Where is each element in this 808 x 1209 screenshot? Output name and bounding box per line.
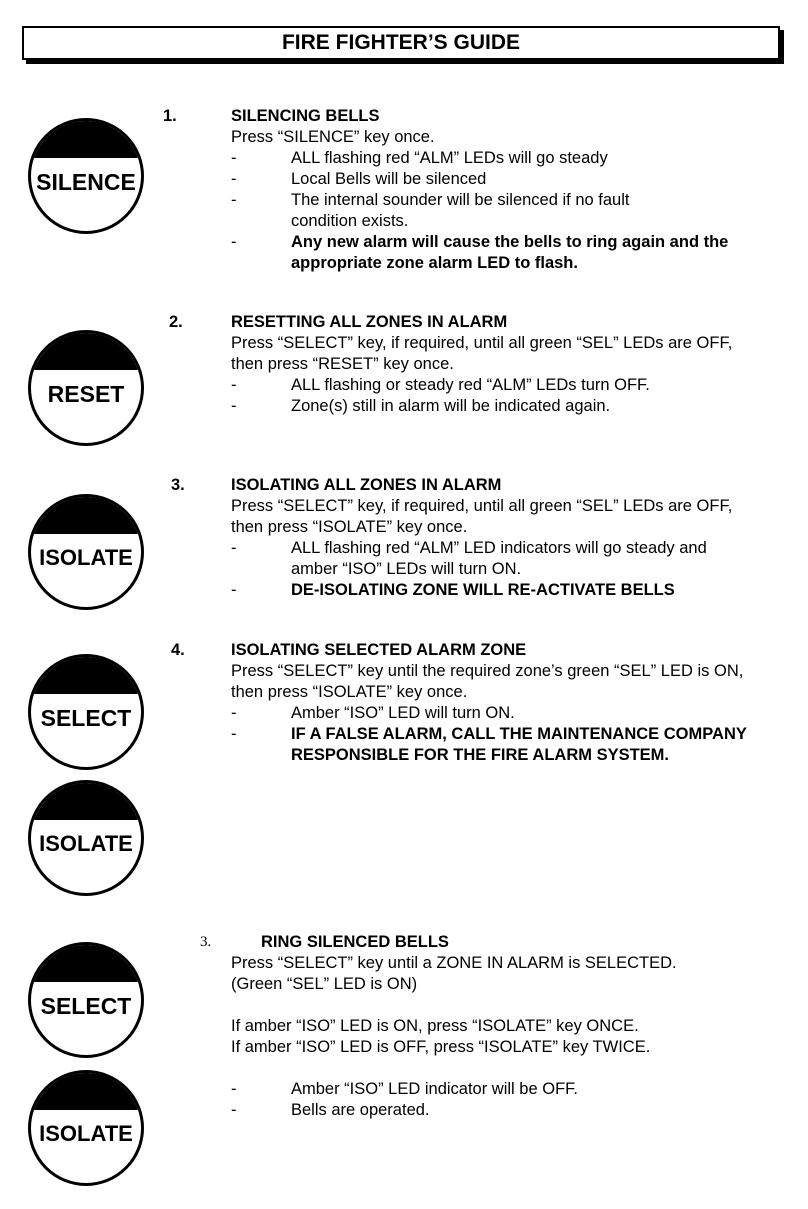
section-number: 3.: [171, 476, 185, 494]
list-item: - Amber “ISO” LED will turn ON.: [231, 704, 515, 722]
section-title: ISOLATING ALL ZONES IN ALARM: [231, 476, 502, 494]
isolate-key-icon: [28, 1070, 144, 1186]
reset-key-icon: [28, 330, 144, 446]
isolate-key-label: ISOLATE: [39, 1121, 133, 1147]
reset-key-label: RESET: [47, 381, 125, 408]
list-item: - IF A FALSE ALARM, CALL THE MAINTENANCE COMPANY RESPONSIBLE FOR THE FIRE ALARM SYSTEM.: [231, 725, 747, 764]
section-intro: Press “SELECT” key until the required zone’s green “SEL” LED is ON, then press “ISOLATE” key once.: [231, 662, 744, 701]
section-intro: (Green “SEL” LED is ON): [231, 975, 418, 993]
silence-key-icon: [28, 118, 144, 234]
section-number: 2.: [169, 313, 183, 331]
instruction-line: If amber “ISO” LED is OFF, press “ISOLATE” key TWICE.: [231, 1038, 651, 1056]
instruction-line: If amber “ISO” LED is ON, press “ISOLATE” key ONCE.: [231, 1017, 639, 1035]
section-title: ISOLATING SELECTED ALARM ZONE: [231, 641, 527, 659]
silence-key-label: SILENCE: [36, 169, 136, 196]
isolate-key-icon: [28, 780, 144, 896]
list-item: - DE-ISOLATING ZONE WILL RE-ACTIVATE BELLS: [231, 581, 675, 599]
section-intro: Press “SELECT” key, if required, until all green “SEL” LEDs are OFF, then press “RESET” key once.: [231, 334, 733, 373]
isolate-key-label: ISOLATE: [39, 831, 133, 857]
section-number: 4.: [171, 641, 185, 659]
list-item: - Amber “ISO” LED indicator will be OFF.: [231, 1080, 578, 1098]
page-title: FIRE FIGHTER’S GUIDE: [22, 26, 780, 60]
select-key-label: SELECT: [40, 705, 132, 732]
list-item: - Any new alarm will cause the bells to ring again and the appropriate zone alarm LED to flash.: [231, 233, 729, 272]
section-intro: Press “SELECT” key until a ZONE IN ALARM is SELECTED.: [231, 954, 677, 972]
section-number: 1.: [163, 107, 177, 125]
section-title: RESETTING ALL ZONES IN ALARM: [231, 313, 508, 331]
isolate-key-label: ISOLATE: [39, 545, 133, 571]
section-title: SILENCING BELLS: [231, 107, 380, 125]
section-intro: Press “SILENCE” key once.: [231, 128, 435, 146]
section-number: 3.: [200, 934, 212, 950]
list-item: - ALL flashing or steady red “ALM” LEDs turn OFF.: [231, 376, 650, 394]
section-intro: Press “SELECT” key, if required, until all green “SEL” LEDs are OFF, then press “ISOLATE” key once.: [231, 497, 733, 536]
isolate-key-icon: [28, 494, 144, 610]
select-key-label: SELECT: [40, 993, 132, 1020]
select-key-icon: [28, 942, 144, 1058]
select-key-icon: [28, 654, 144, 770]
section-title: RING SILENCED BELLS: [261, 933, 449, 951]
list-item: - ALL flashing red “ALM” LED indicators will go steady and amber “ISO” LEDs will turn ON.: [231, 539, 707, 578]
list-item: - ALL flashing red “ALM” LEDs will go steady: [231, 149, 608, 167]
list-item: - Bells are operated.: [231, 1101, 430, 1119]
list-item: - Zone(s) still in alarm will be indicated again.: [231, 397, 611, 415]
list-item: - Local Bells will be silenced: [231, 170, 487, 188]
list-item: - The internal sounder will be silenced if no fault condition exists.: [231, 191, 630, 230]
